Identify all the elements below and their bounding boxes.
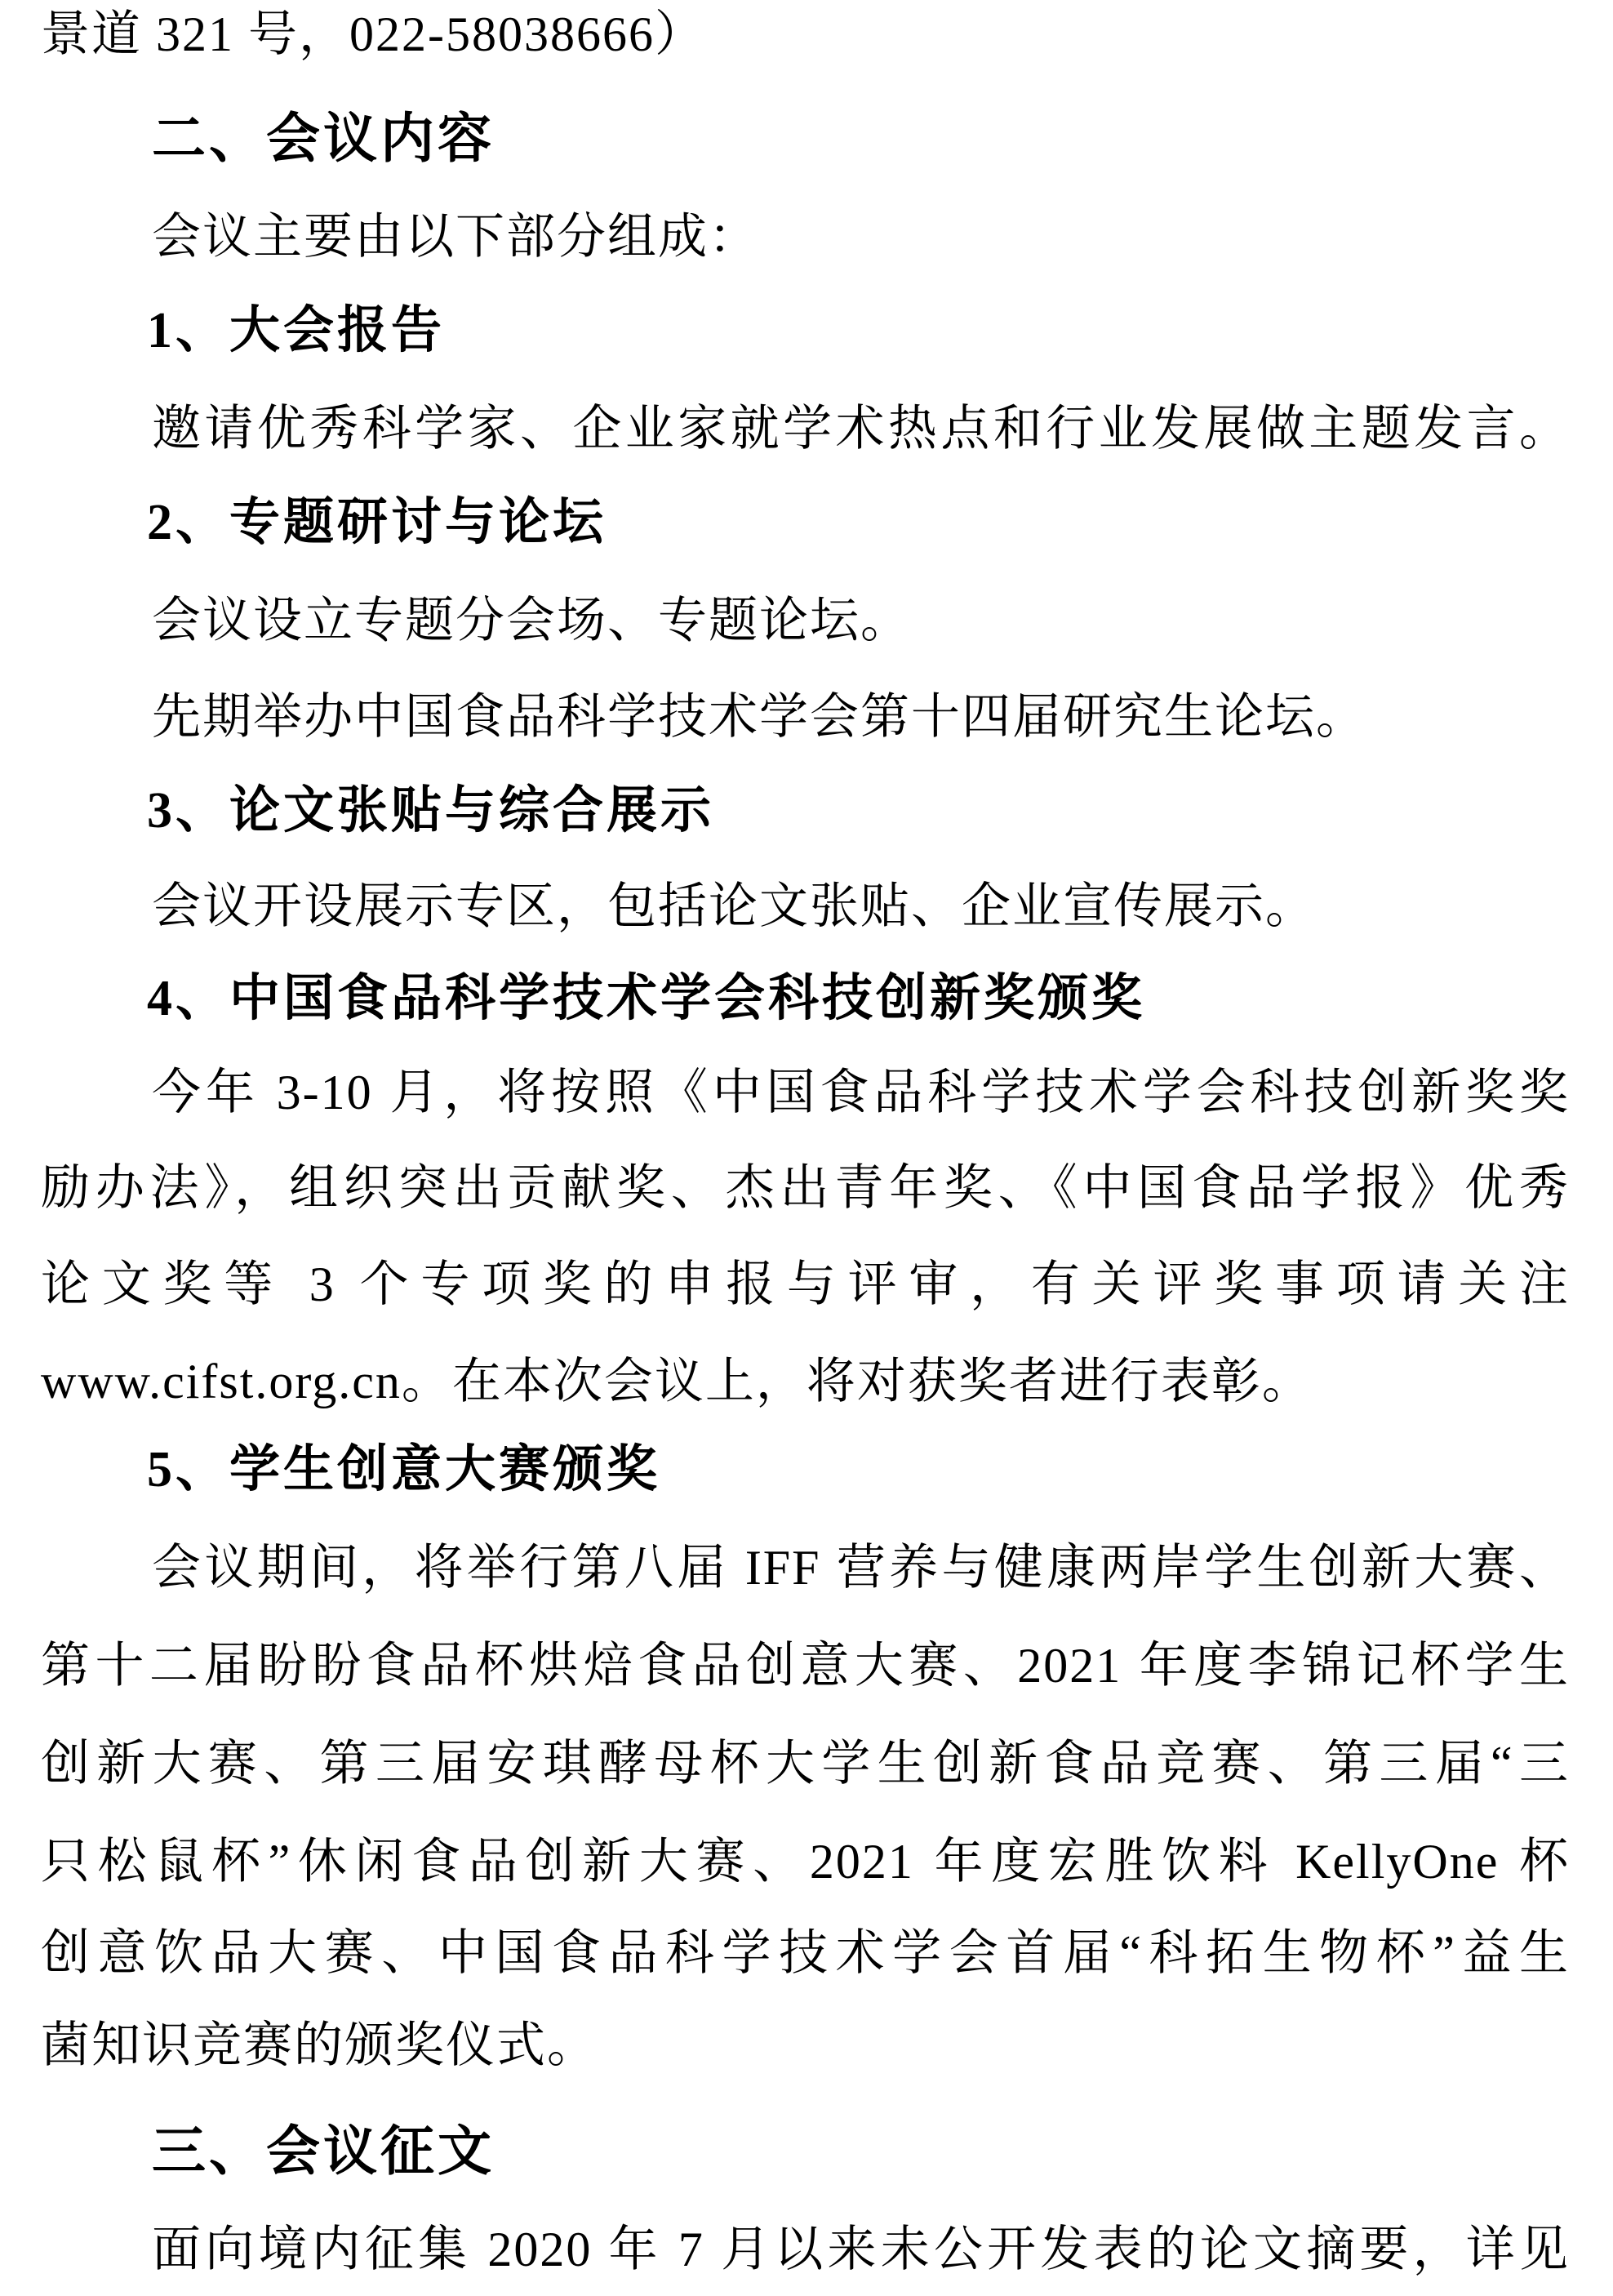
paragraph-line: 励办法》，组织突出贡献奖、杰出青年奖、《中国食品学报》优秀 <box>41 1161 1570 1215</box>
subheading-5-student-awards: 5、学生创意大赛颁奖 <box>147 1442 661 1497</box>
paragraph-line: 会议开设展示专区，包括论文张贴、企业宣传展示。 <box>152 879 1316 933</box>
paragraph-line: 会议主要由以下部分组成： <box>152 210 759 264</box>
paragraph-line: 论文奖等 3 个专项奖的申报与评审，有关评奖事项请关注 <box>41 1257 1570 1311</box>
section-heading-2: 二、会议内容 <box>152 107 495 170</box>
paragraph-line: 只松鼠杯”休闲食品创新大赛、2021 年度宏胜饮料 KellyOne 杯 <box>41 1835 1570 1889</box>
subheading-4-awards: 4、中国食品科学技术学会科技创新奖颁奖 <box>147 971 1146 1026</box>
paragraph-line: 创意饮品大赛、中国食品科学技术学会首届“科拓生物杯”益生 <box>41 1926 1570 1980</box>
subheading-1-plenary: 1、大会报告 <box>147 303 446 358</box>
paragraph-line: 创新大赛、第三届安琪酵母杯大学生创新食品竞赛、第三届“三 <box>41 1737 1570 1791</box>
paragraph-line: 会议期间，将举行第八届 IFF 营养与健康两岸学生创新大赛、 <box>152 1541 1570 1595</box>
paragraph-line: 第十二届盼盼食品杯烘焙食品创意大赛、2021 年度李锦记杯学生 <box>41 1639 1570 1693</box>
paragraph-line: 邀请优秀科学家、企业家就学术热点和行业发展做主题发言。 <box>152 402 1570 456</box>
section-heading-3: 三、会议征文 <box>152 2120 495 2183</box>
subheading-3-posters: 3、论文张贴与综合展示 <box>147 783 715 839</box>
paragraph-line: 先期举办中国食品科学技术学会第十四届研究生论坛。 <box>152 690 1366 744</box>
paragraph-line: 会议设立专题分会场、专题论坛。 <box>152 594 911 647</box>
paragraph-line: 今年 3-10 月，将按照《中国食品科学技术学会科技创新奖奖 <box>152 1066 1570 1119</box>
paragraph-line: 景道 321 号，022-58038666） <box>41 7 705 61</box>
paragraph-line-with-url: www.cifst.org.cn。在本次会议上，将对获奖者进行表彰。 <box>41 1355 1313 1408</box>
paragraph-line: 菌知识竞赛的颁奖仪式。 <box>41 2018 598 2072</box>
subheading-2-forums: 2、专题研讨与论坛 <box>147 495 607 550</box>
paragraph-line: 面向境内征集 2020 年 7 月以来未公开发表的论文摘要，详见 <box>152 2223 1570 2276</box>
